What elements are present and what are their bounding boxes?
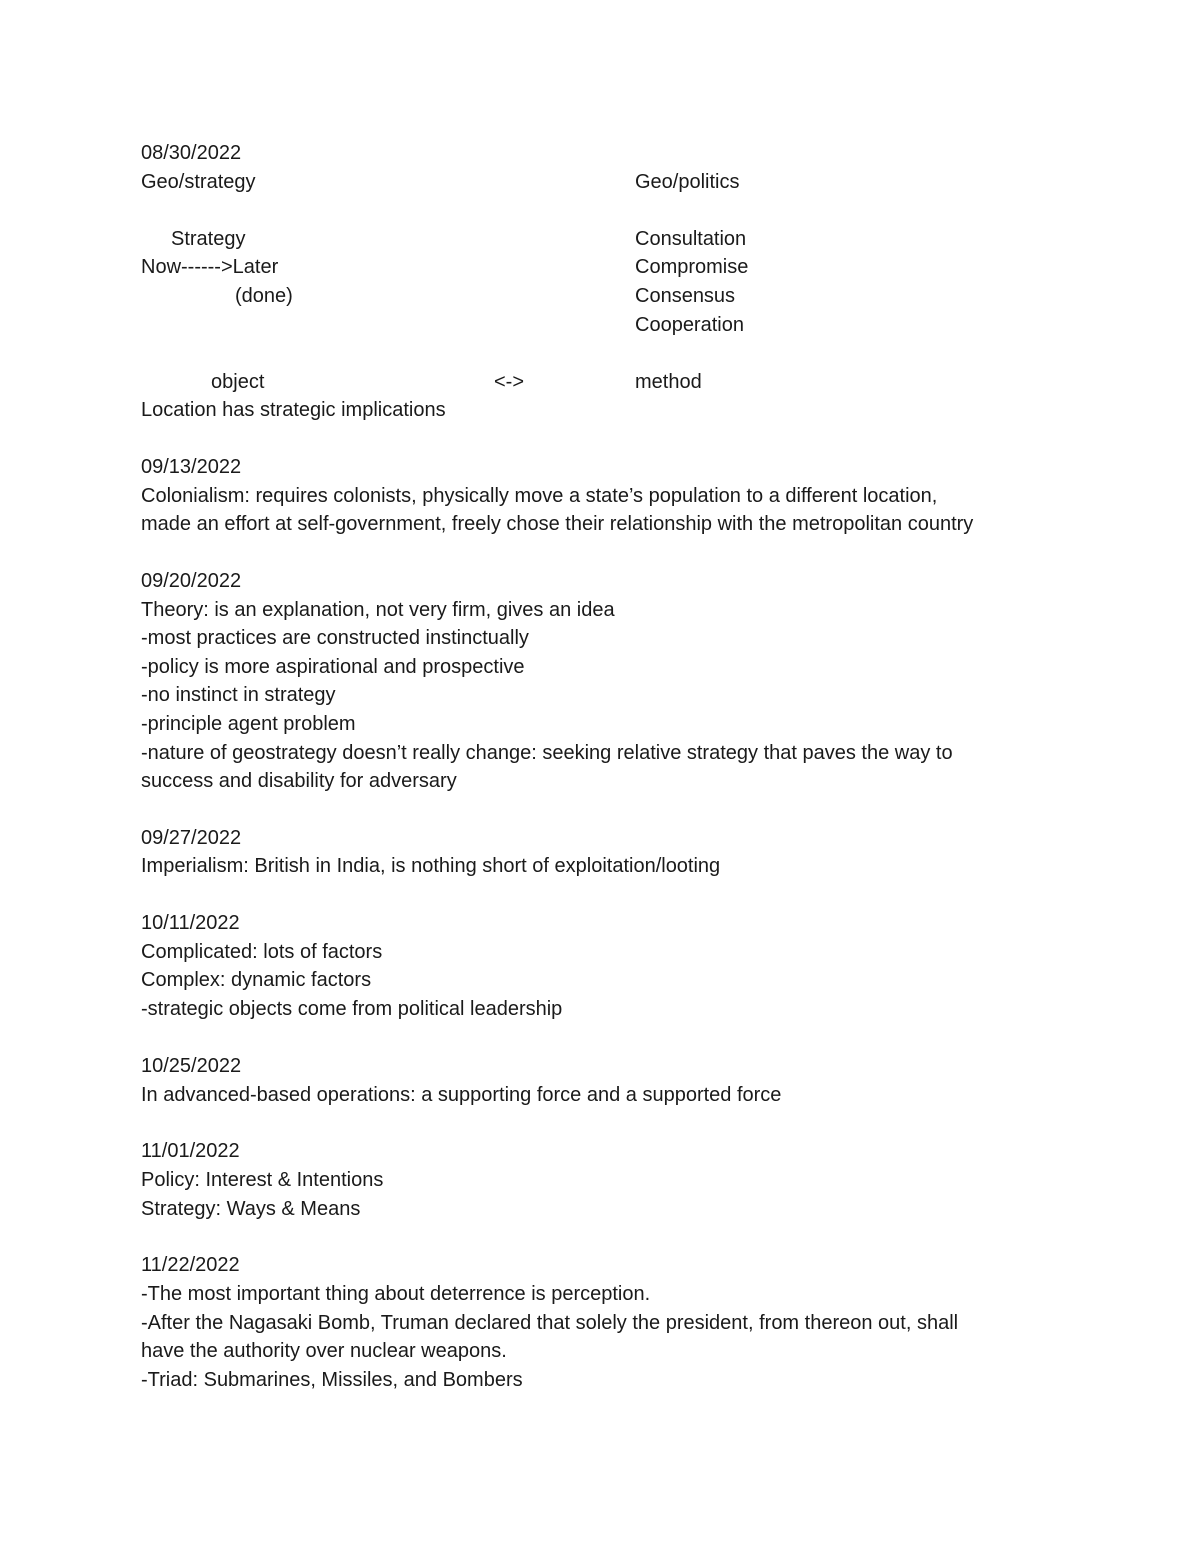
entry-date: 10/11/2022 <box>141 912 240 934</box>
geostrategy-title: Geo/strategy <box>141 171 256 193</box>
geopolitics-item: Consensus <box>635 285 736 307</box>
entry-line: -most practices are constructed instinctually <box>141 627 529 649</box>
entry-date: 11/01/2022 <box>141 1140 240 1162</box>
entry-line: -nature of geostrategy doesn’t really change: seeking relative strategy that paves the way to <box>141 742 953 764</box>
entry-date: 11/22/2022 <box>141 1254 240 1276</box>
entry-line: -principle agent problem <box>141 713 356 735</box>
entry-line: -The most important thing about deterrence is perception. <box>141 1283 651 1305</box>
entry-line: Complex: dynamic factors <box>141 969 372 991</box>
entry-line: Policy: Interest & Intentions <box>141 1169 384 1191</box>
method-label: method <box>635 371 702 393</box>
strategy-label: Strategy <box>171 228 246 250</box>
entry-line: made an effort at self-government, freely chose their relationship with the metropolitan country <box>141 513 974 535</box>
entry-line: -policy is more aspirational and prospective <box>141 656 525 678</box>
entry-line: -no instinct in strategy <box>141 684 336 706</box>
entry-line: -After the Nagasaki Bomb, Truman declared that solely the president, from thereon out, shall <box>141 1312 959 1334</box>
entry-date: 10/25/2022 <box>141 1055 242 1077</box>
timeline-text: Now------>Later <box>141 256 279 278</box>
geopolitics-item: Compromise <box>635 256 749 278</box>
entry-line: Theory: is an explanation, not very firm, gives an idea <box>141 599 615 621</box>
arrow-label: <-> <box>494 371 525 393</box>
entry-date: 09/13/2022 <box>141 456 242 478</box>
entry-date: 09/20/2022 <box>141 570 242 592</box>
location-note: Location has strategic implications <box>141 399 446 421</box>
geopolitics-item: Consultation <box>635 228 747 250</box>
geopolitics-title: Geo/politics <box>635 171 740 193</box>
entry-line: -Triad: Submarines, Missiles, and Bombers <box>141 1369 523 1391</box>
done-label: (done) <box>235 285 293 307</box>
date-heading: 08/30/2022 <box>141 142 242 164</box>
entry-date: 09/27/2022 <box>141 827 242 849</box>
entry-line: Complicated: lots of factors <box>141 941 383 963</box>
entry-line: have the authority over nuclear weapons. <box>141 1340 507 1362</box>
object-label: object <box>211 371 265 393</box>
geopolitics-item: Cooperation <box>635 314 744 336</box>
entry-line: Strategy: Ways & Means <box>141 1198 361 1220</box>
entry-line: Colonialism: requires colonists, physically move a state’s population to a different location, <box>141 485 938 507</box>
entry-line: -strategic objects come from political leadership <box>141 998 563 1020</box>
entry-line: In advanced-based operations: a supporting force and a supported force <box>141 1084 782 1106</box>
entry-line: Imperialism: British in India, is nothing short of exploitation/looting <box>141 855 721 877</box>
entry-line: success and disability for adversary <box>141 770 457 792</box>
